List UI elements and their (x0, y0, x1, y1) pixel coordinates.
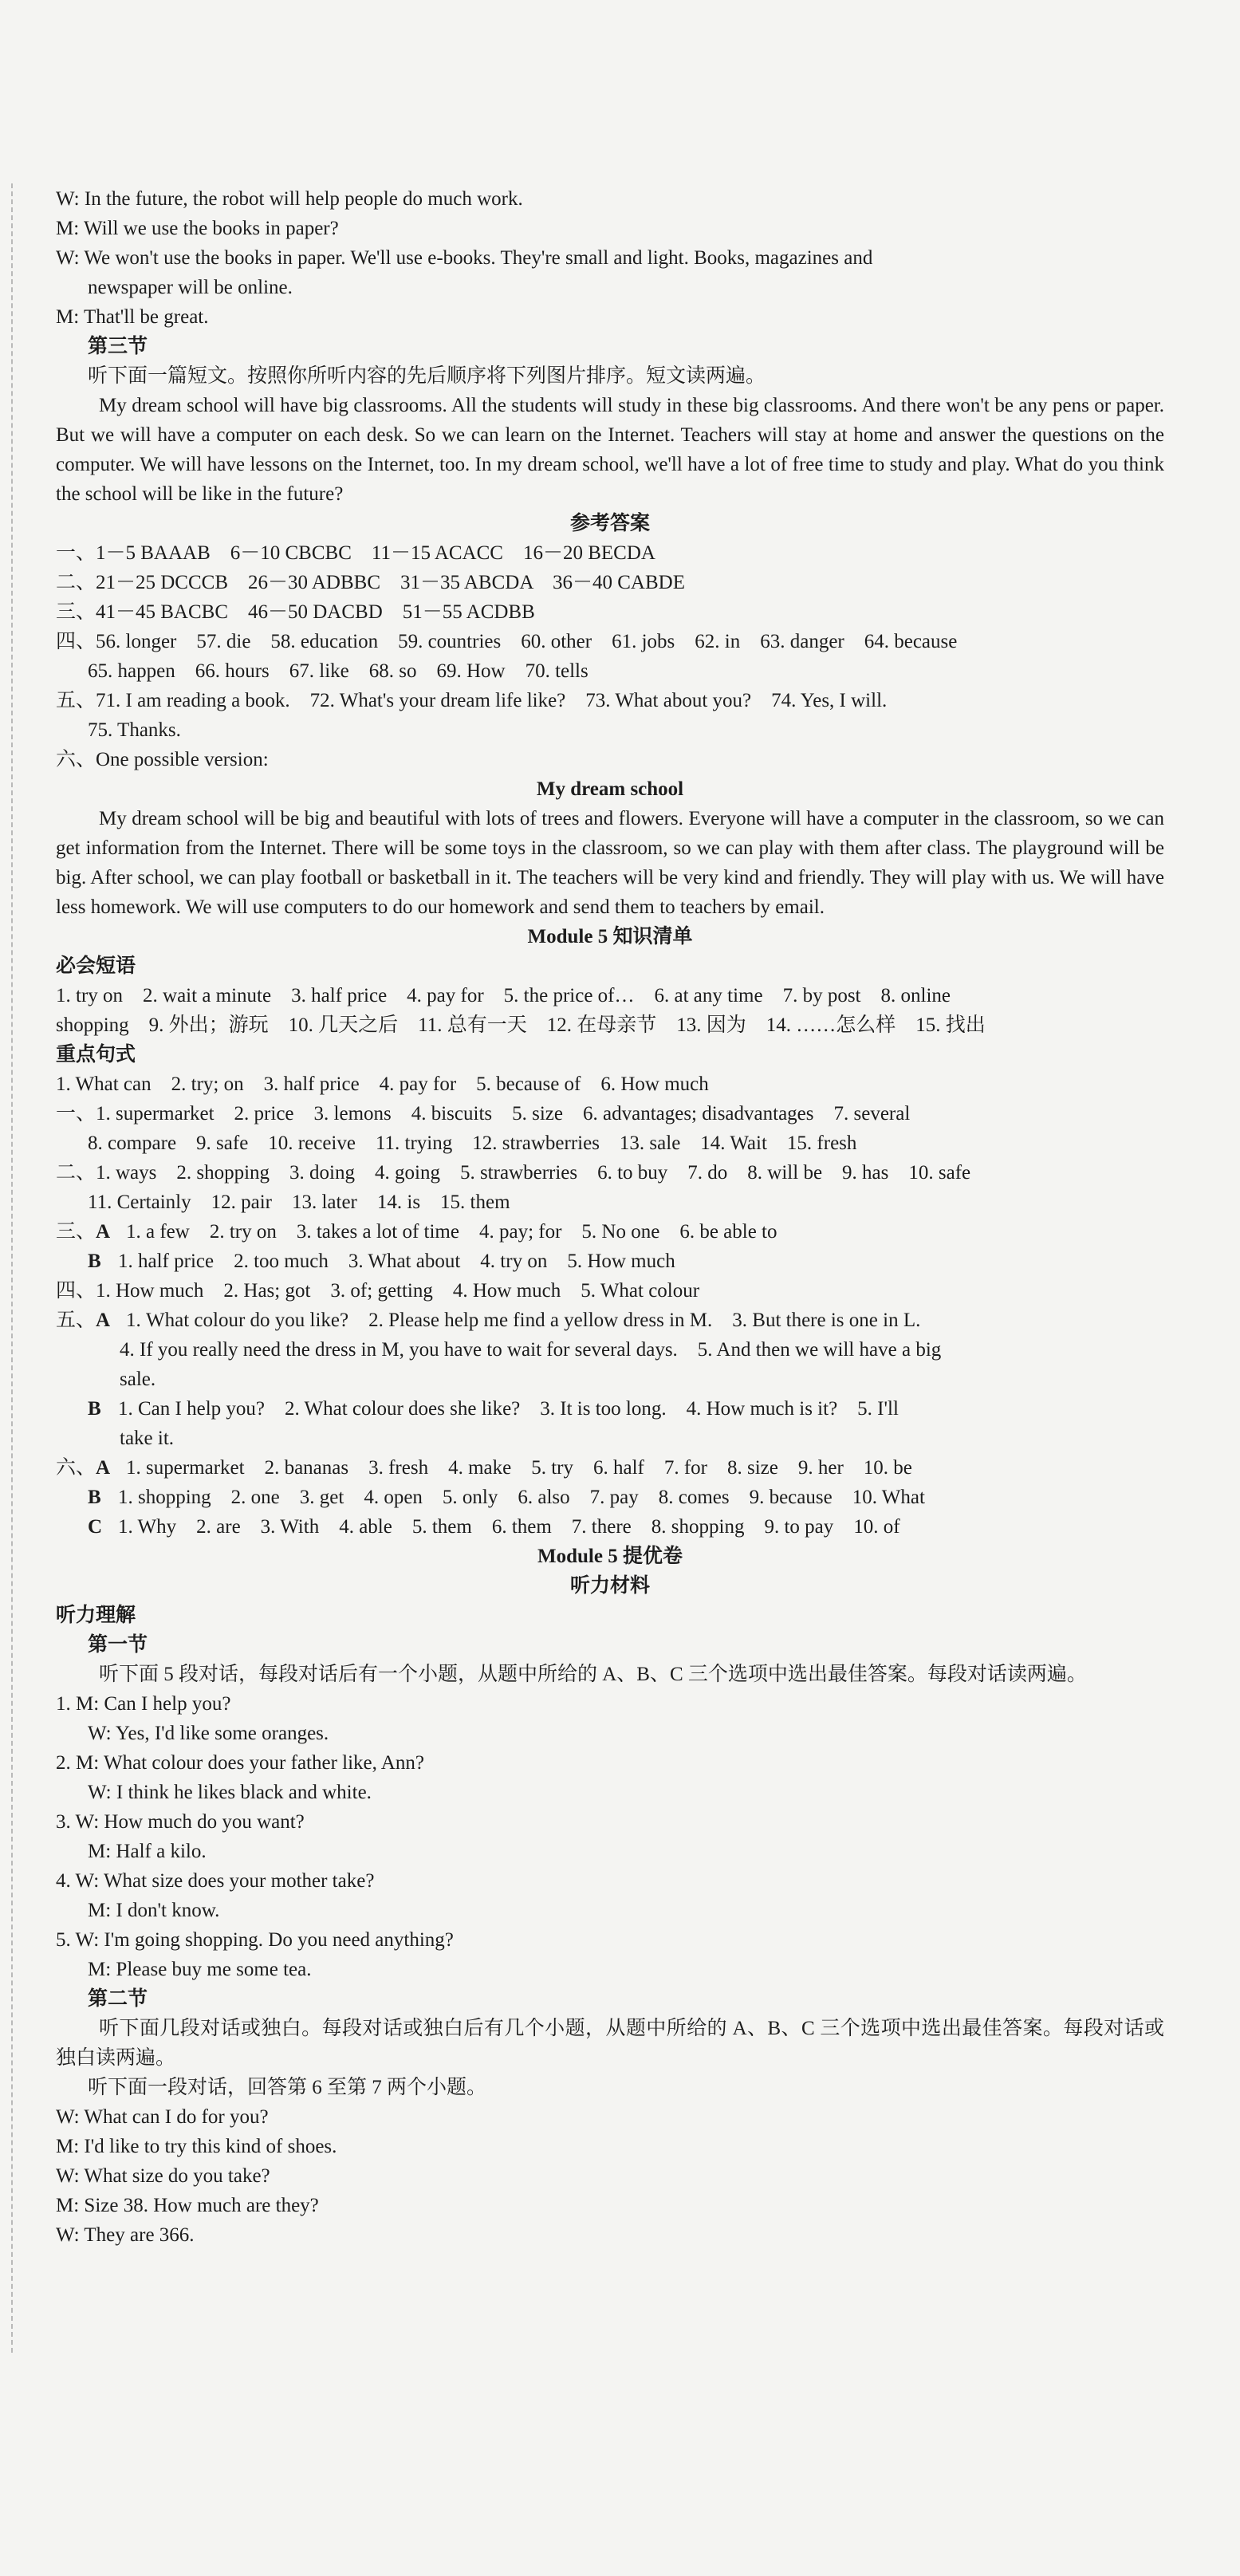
answers-heading: 参考答案 (569, 513, 650, 534)
dialogue-line: 5. W: I'm going shopping. Do you need anything? (56, 1929, 454, 1951)
answer-line: 65. happen 66. hours 67. like 68. so 69. How 70. tells (88, 660, 589, 682)
section-number: 五、 (56, 1310, 96, 1331)
sub-label: B (88, 1251, 101, 1272)
answer-line: 四、1. How much 2. Has; got 3. of; getting 4. How much 5. What colour (56, 1280, 700, 1302)
answer-text: 1. Can I help you? 2. What colour does she like? 3. It is too long. 4. How much is it? 5. I'll (118, 1398, 899, 1420)
dialogue-line: W: I think he likes black and white. (88, 1782, 372, 1803)
answer-line: 四、56. longer 57. die 58. education 59. countries 60. other 61. jobs 62. in 63. danger 64. because (56, 631, 958, 652)
sub-label: C (88, 1516, 103, 1538)
answer-line (56, 1217, 1164, 1247)
answer-line (56, 1247, 1164, 1276)
answer-text: 1. What colour do you like? 2. Please help me find a yellow dress in M. 3. But there is one in L. (126, 1310, 921, 1331)
dialogue-line: M: Please buy me some tea. (88, 1959, 312, 1980)
sub-label: B (88, 1487, 101, 1508)
dialogue-line: 4. W: What size does your mother take? (56, 1870, 375, 1892)
sub-label: A (96, 1457, 111, 1479)
answer-line: 75. Thanks. (88, 719, 181, 741)
sub-label: B (88, 1398, 101, 1420)
dialogue-line: M: I'd like to try this kind of shoes. (56, 2136, 337, 2157)
listening-passage: My dream school will have big classrooms. All the students will study in these big classrooms. And there won't be any pens or paper. But we will have a computer on each desk. So we can learn on the Internet. Teachers will stay at home and answer the questions on the computer. We will have lessons on the Internet, too. In my dream school, we'll have a lot of free time to study and play. What do you think the school will be like in the future? (56, 395, 1164, 505)
answer-line: 1. What can 2. try; on 3. half price 4. pay for 5. because of 6. How much (56, 1073, 709, 1095)
dialogue-line: M: Size 38. How much are they? (56, 2195, 319, 2216)
dialogue-line: newspaper will be online. (88, 277, 293, 298)
dialogue-line: M: Will we use the books in paper? (56, 218, 339, 239)
answer-text: 1. half price 2. too much 3. What about 4. try on 5. How much (118, 1251, 675, 1272)
answer-text: 1. Why 2. are 3. With 4. able 5. them 6. them 7. there 8. shopping 9. to pay 10. of (118, 1516, 900, 1538)
sentences-label: 重点句式 (56, 1044, 136, 1065)
instruction: 听下面 5 段对话，每段对话后有一个小题，从题中所给的 A、B、C 三个选项中选出最佳答案。每段对话读两遍。 (99, 1664, 1087, 1685)
instruction: 听下面几段对话或独白。每段对话或独白后有几个小题，从题中所给的 A、B、C 三个选项中选出最佳答案。每段对话或独白读两遍。 (56, 2018, 1164, 2069)
answer-line: 4. If you really need the dress in M, you have to wait for several days. 5. And then we will have a big (120, 1339, 942, 1361)
answer-line (56, 1453, 1164, 1483)
section-label: 听力理解 (56, 1605, 136, 1626)
dialogue-line: W: In the future, the robot will help people do much work. (56, 188, 523, 210)
section-title: 第一节 (88, 1634, 148, 1656)
section-title: 第三节 (88, 336, 148, 357)
answer-line: take it. (120, 1428, 175, 1449)
dialogue-line: M: That'll be great. (56, 306, 209, 328)
answer-line (56, 1483, 1164, 1512)
answer-line: 11. Certainly 12. pair 13. later 14. is 15. them (88, 1191, 510, 1213)
dialogue-line: 3. W: How much do you want? (56, 1811, 305, 1833)
dialogue-line: W: We won't use the books in paper. We'll use e-books. They're small and light. Books, magazines and (56, 247, 873, 269)
dialogue-line: M: I don't know. (88, 1900, 220, 1921)
dialogue-line: W: Yes, I'd like some oranges. (88, 1723, 329, 1744)
dialogue-line: W: They are 366. (56, 2224, 195, 2246)
answer-line: 二、1. ways 2. shopping 3. doing 4. going 5. strawberries 6. to buy 7. do 8. will be 9. has 10. safe (56, 1162, 971, 1184)
sub-label: A (96, 1221, 111, 1243)
answer-line: 六、One possible version: (56, 749, 269, 770)
document-body (56, 184, 1164, 2250)
answer-line: 一、1－5 BAAAB 6－10 CBCBC 11－15 ACACC 16－20 BECDA (56, 542, 655, 564)
answer-text: 1. shopping 2. one 3. get 4. open 5. only 6. also 7. pay 8. comes 9. because 10. What (118, 1487, 925, 1508)
dialogue-line: M: Half a kilo. (88, 1841, 207, 1862)
answer-line (56, 1394, 1164, 1424)
section-number: 六、 (56, 1457, 96, 1479)
answer-line: 8. compare 9. safe 10. receive 11. trying 12. strawberries 13. sale 14. Wait 15. fresh (88, 1132, 857, 1154)
dialogue-line: 1. M: Can I help you? (56, 1693, 231, 1715)
answer-line: 三、41－45 BACBC 46－50 DACBD 51－55 ACDBB (56, 601, 535, 623)
binding-margin-line (11, 183, 13, 2353)
module-heading: Module 5 知识清单 (527, 926, 693, 947)
essay-body: My dream school will be big and beautiful with lots of trees and flowers. Everyone will have a computer in the classroom, so we can get information from the Internet. There will be some toys in the classroom, so we can play with them after class. The playground will be big. After school, we can play football or basketball in it. The teachers will be very kind and friendly. They will play with us. We will have less homework. We will use computers to do our homework and send them to teachers by email. (56, 808, 1164, 918)
dialogue-line: 2. M: What colour does your father like, Ann? (56, 1752, 424, 1774)
section-title: 第二节 (88, 1988, 148, 2010)
answer-line (56, 1306, 1164, 1335)
sub-label: A (96, 1310, 111, 1331)
answer-text: 1. supermarket 2. bananas 3. fresh 4. make 5. try 6. half 7. for 8. size 9. her 10. be (126, 1457, 912, 1479)
answer-line: sale. (120, 1369, 156, 1390)
answer-line: shopping 9. 外出；游玩 10. 几天之后 11. 总有一天 12. 在母亲节 13. 因为 14. ……怎么样 15. 找出 (56, 1014, 986, 1036)
phrases-label: 必会短语 (56, 955, 136, 977)
test-subheading: 听力材料 (569, 1575, 650, 1597)
test-heading: Module 5 提优卷 (537, 1546, 683, 1567)
instruction: 听下面一段对话，回答第 6 至第 7 两个小题。 (88, 2077, 487, 2098)
answer-line: 五、71. I am reading a book. 72. What's your dream life like? 73. What about you? 74. Yes, I will. (56, 690, 888, 711)
section-number: 三、 (56, 1221, 96, 1243)
answer-text: 1. a few 2. try on 3. takes a lot of time 4. pay; for 5. No one 6. be able to (126, 1221, 777, 1243)
answer-line: 1. try on 2. wait a minute 3. half price 4. pay for 5. the price of… 6. at any time 7. by post 8. online (56, 985, 951, 1006)
instruction: 听下面一篇短文。按照你所听内容的先后顺序将下列图片排序。短文读两遍。 (88, 365, 766, 387)
answer-line: 二、21－25 DCCCB 26－30 ADBBC 31－35 ABCDA 36－40 CABDE (56, 572, 685, 593)
dialogue-line: W: What can I do for you? (56, 2106, 269, 2128)
dialogue-line: W: What size do you take? (56, 2165, 270, 2187)
essay-title: My dream school (536, 778, 684, 800)
answer-line (56, 1512, 1164, 1542)
answer-line: 一、1. supermarket 2. price 3. lemons 4. biscuits 5. size 6. advantages; disadvantages 7. several (56, 1103, 911, 1125)
